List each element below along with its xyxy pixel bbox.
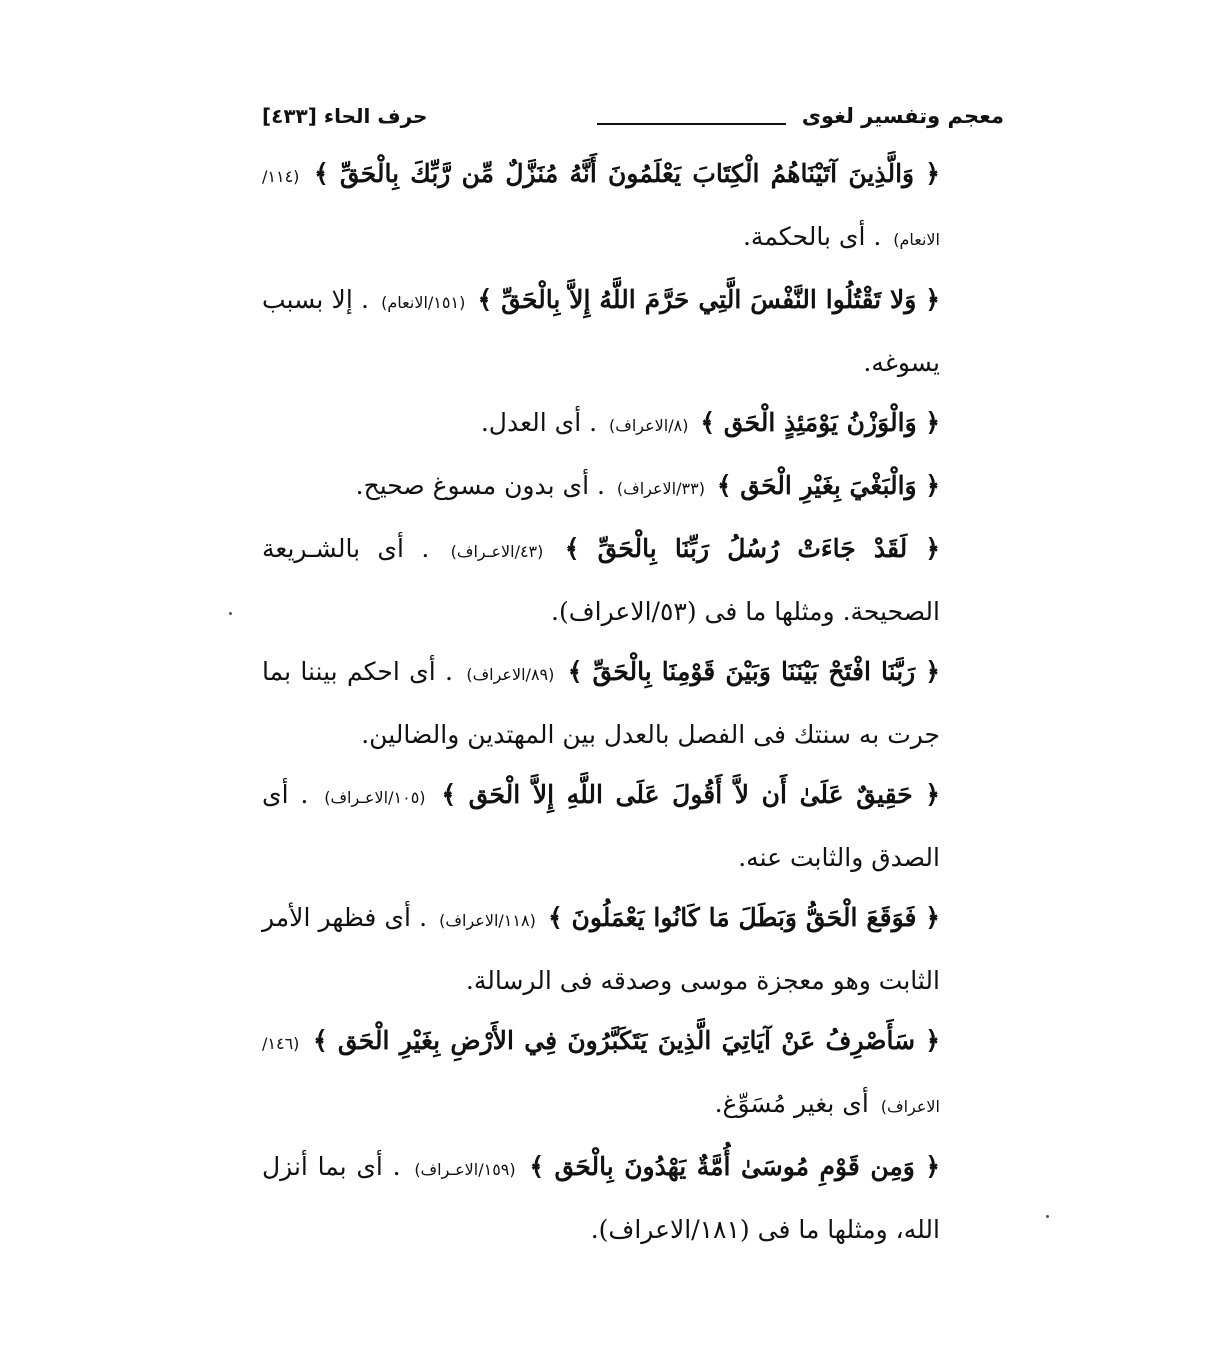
dictionary-entry bbox=[262, 456, 1004, 519]
entry-gloss: . إلا بسبب يسوغه. bbox=[262, 285, 940, 377]
entry-gloss: . أى العدل. bbox=[480, 408, 598, 437]
dictionary-entry bbox=[262, 393, 1004, 456]
verse-reference: (١٠٥/الاعـراف) bbox=[324, 788, 426, 807]
verse-reference: (٤٣/الاعـراف) bbox=[450, 542, 544, 561]
quran-verse: ﴿ رَبَّنَا افْتَحْ بَيْنَنَا وَبَيْنَ قَوْمِنَا بِالْحَقِّ ﴾ bbox=[567, 657, 940, 686]
page-header bbox=[262, 100, 1004, 144]
entry-gloss: . أى بالحكمة. bbox=[742, 222, 882, 251]
verse-reference: (١٥١/الانعام) bbox=[381, 293, 466, 312]
entry-gloss: . أى احكم بيننا بما جرت به سنتك فى الفصل بالعدل بين المهتدين والضالين. bbox=[262, 657, 940, 749]
dictionary-entry bbox=[262, 888, 1004, 1011]
entry-gloss: . أى فظهر الأمر الثابت وهو معجزة موسى وصدقه فى الرسالة. bbox=[262, 903, 940, 995]
verse-reference: (١١٤/الانعام) bbox=[262, 167, 940, 249]
dictionary-entry bbox=[262, 519, 1004, 642]
entry-gloss: . أى الصدق والثابت عنه. bbox=[262, 780, 940, 872]
book-title: معجم وتفسير لغوى bbox=[801, 104, 1004, 128]
quran-verse: ﴿ حَقِيقٌ عَلَىٰ أَن لاَّ أَقُولَ عَلَى اللَّهِ إِلاَّ الْحَق ﴾ bbox=[441, 780, 940, 809]
scan-speck bbox=[1046, 1215, 1049, 1218]
quran-verse: ﴿ لَقَدْ جَاءَتْ رُسُلُ رَبِّنَا بِالْحَقِّ ﴾ bbox=[564, 534, 940, 563]
dictionary-entry bbox=[262, 765, 1004, 888]
dictionary-entry bbox=[262, 642, 1004, 765]
verse-reference: (١٥٩/الاعـراف) bbox=[414, 1160, 516, 1179]
entry-gloss: . أى بالشـريعة الصحيحة. ومثلها ما فى (٥٣/الاعراف). bbox=[262, 534, 940, 626]
quran-verse: ﴿ فَوَقَعَ الْحَقُّ وَبَطَلَ مَا كَانُوا يَعْمَلُونَ ﴾ bbox=[547, 903, 940, 932]
page-number: [٤٣٣] bbox=[262, 104, 317, 128]
entry-gloss: . أى بما أنزل الله، ومثلها ما فى (١٨١/الاعراف). bbox=[262, 1152, 940, 1244]
dictionary-entry bbox=[262, 270, 1004, 393]
verse-reference: (٨/الاعراف) bbox=[609, 416, 689, 435]
verse-reference: (٨٩/الاعراف) bbox=[466, 665, 555, 684]
scan-speck bbox=[229, 612, 232, 615]
page-body bbox=[262, 144, 1004, 1260]
verse-reference: (٣٣/الاعراف) bbox=[616, 479, 705, 498]
dictionary-entry bbox=[262, 1011, 1004, 1137]
quran-verse: ﴿ وَلا تَقْتُلُوا النَّفْسَ الَّتِي حَرَّمَ اللَّهُ إِلاَّ بِالْحَقِّ ﴾ bbox=[477, 285, 940, 314]
book-page bbox=[262, 100, 1004, 1260]
section-and-page-number bbox=[262, 104, 427, 128]
verse-reference: (١٤٦/الاعراف) bbox=[262, 1034, 940, 1116]
header-rule bbox=[597, 123, 786, 125]
quran-verse: ﴿ وَمِن قَوْمِ مُوسَىٰ أُمَّةٌ يَهْدُونَ بِالْحَق ﴾ bbox=[529, 1152, 941, 1181]
quran-verse: ﴿ وَالْبَغْيَ بِغَيْرِ الْحَق ﴾ bbox=[716, 471, 940, 500]
section-title: حرف الحاء bbox=[323, 104, 428, 128]
dictionary-entry bbox=[262, 1137, 1004, 1260]
entry-gloss: . أى بدون مسوغ صحيح. bbox=[355, 471, 605, 500]
quran-verse: ﴿ وَالَّذِينَ آتَيْنَاهُمُ الْكِتَابَ يَعْلَمُونَ أَنَّهُ مُنَزَّلٌ مِّن رَّبِّكَ بِالْحَقِّ ﴾ bbox=[313, 159, 940, 188]
dictionary-entry bbox=[262, 144, 1004, 270]
entry-gloss: أى بغير مُسَوِّغ. bbox=[714, 1089, 869, 1118]
quran-verse: ﴿ سَأَصْرِفُ عَنْ آيَاتِيَ الَّذِينَ يَتَكَبَّرُونَ فِي الأَرْضِ بِغَيْرِ الْحَق ﴾ bbox=[312, 1026, 940, 1055]
quran-verse: ﴿ وَالْوَزْنُ يَوْمَئِذٍ الْحَق ﴾ bbox=[700, 408, 940, 437]
verse-reference: (١١٨/الاعراف) bbox=[439, 911, 536, 930]
